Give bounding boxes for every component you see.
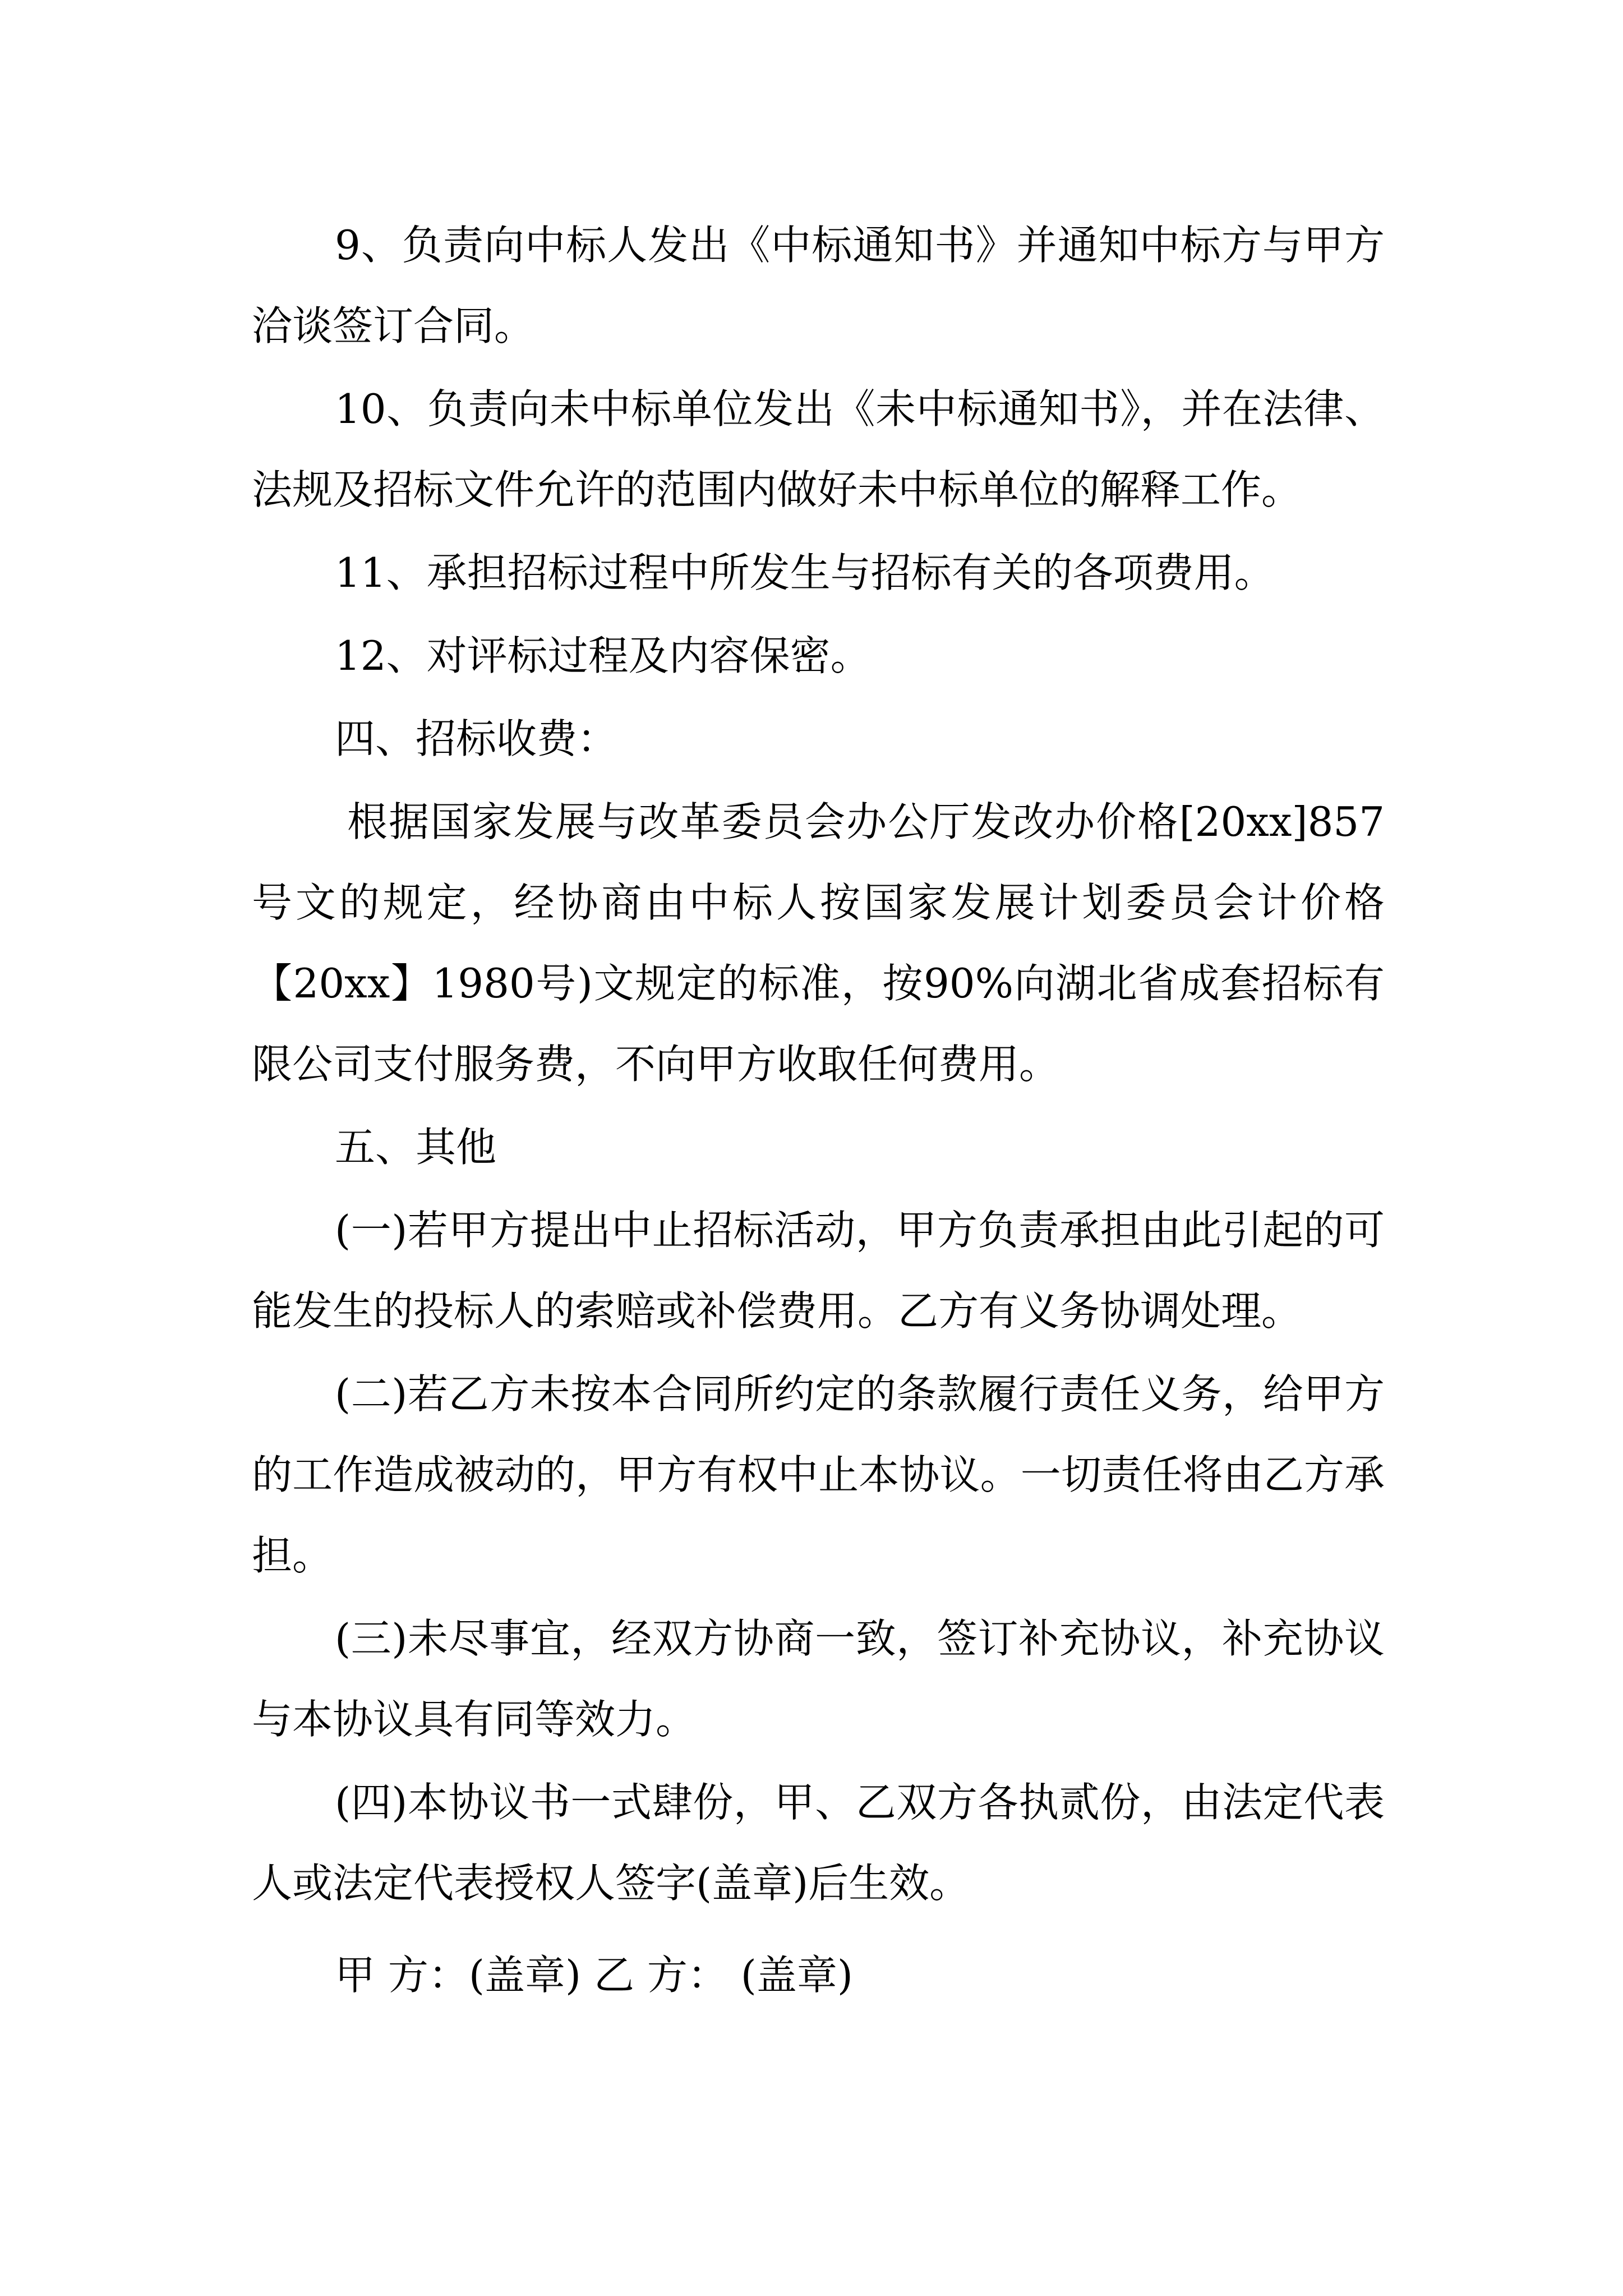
clause-12: 12、对评标过程及内容保密。 [335, 632, 871, 679]
fees-paragraph: 根据国家发展与改革委员会办公厅发改办价格[20xx]857号文的规定，经协商由中标人按国家发展计划委员会计价格【20xx】1980号)文规定的标准，按90%向湖北省成套招标有限公司支付服务费，不向甲方收取任何费用。 [252, 798, 1385, 1088]
signature-line: 甲 方：(盖章) 乙 方： (盖章) [335, 1952, 853, 1999]
document-body [252, 205, 1385, 2018]
clause-10: 10、负责向未中标单位发出《未中标通知书》，并在法律、法规及招标文件允许的范围内做好未中标单位的解释工作。 [252, 385, 1385, 513]
other-item-1: (一)若甲方提出中止招标活动，甲方负责承担由此引起的可能发生的投标人的索赔或补偿费用。乙方有义务协调处理。 [252, 1207, 1385, 1335]
section-heading-other: 五、其他 [335, 1124, 497, 1171]
other-item-4: (四)本协议书一式肆份，甲、乙双方各执贰份，由法定代表人或法定代表授权人签字(盖章)后生效。 [252, 1779, 1385, 1907]
other-item-3: (三)未尽事宜，经双方协商一致，签订补充协议，补充协议与本协议具有同等效力。 [252, 1615, 1385, 1743]
other-item-2: (二)若乙方未按本合同所约定的条款履行责任义务，给甲方的工作造成被动的，甲方有权中止本协议。一切责任将由乙方承担。 [252, 1370, 1385, 1579]
section-heading-fees: 四、招标收费： [335, 715, 618, 762]
clause-9: 9、负责向中标人发出《中标通知书》并通知中标方与甲方洽谈签订合同。 [252, 222, 1385, 349]
clause-11: 11、承担招标过程中所发生与招标有关的各项费用。 [335, 549, 1275, 596]
